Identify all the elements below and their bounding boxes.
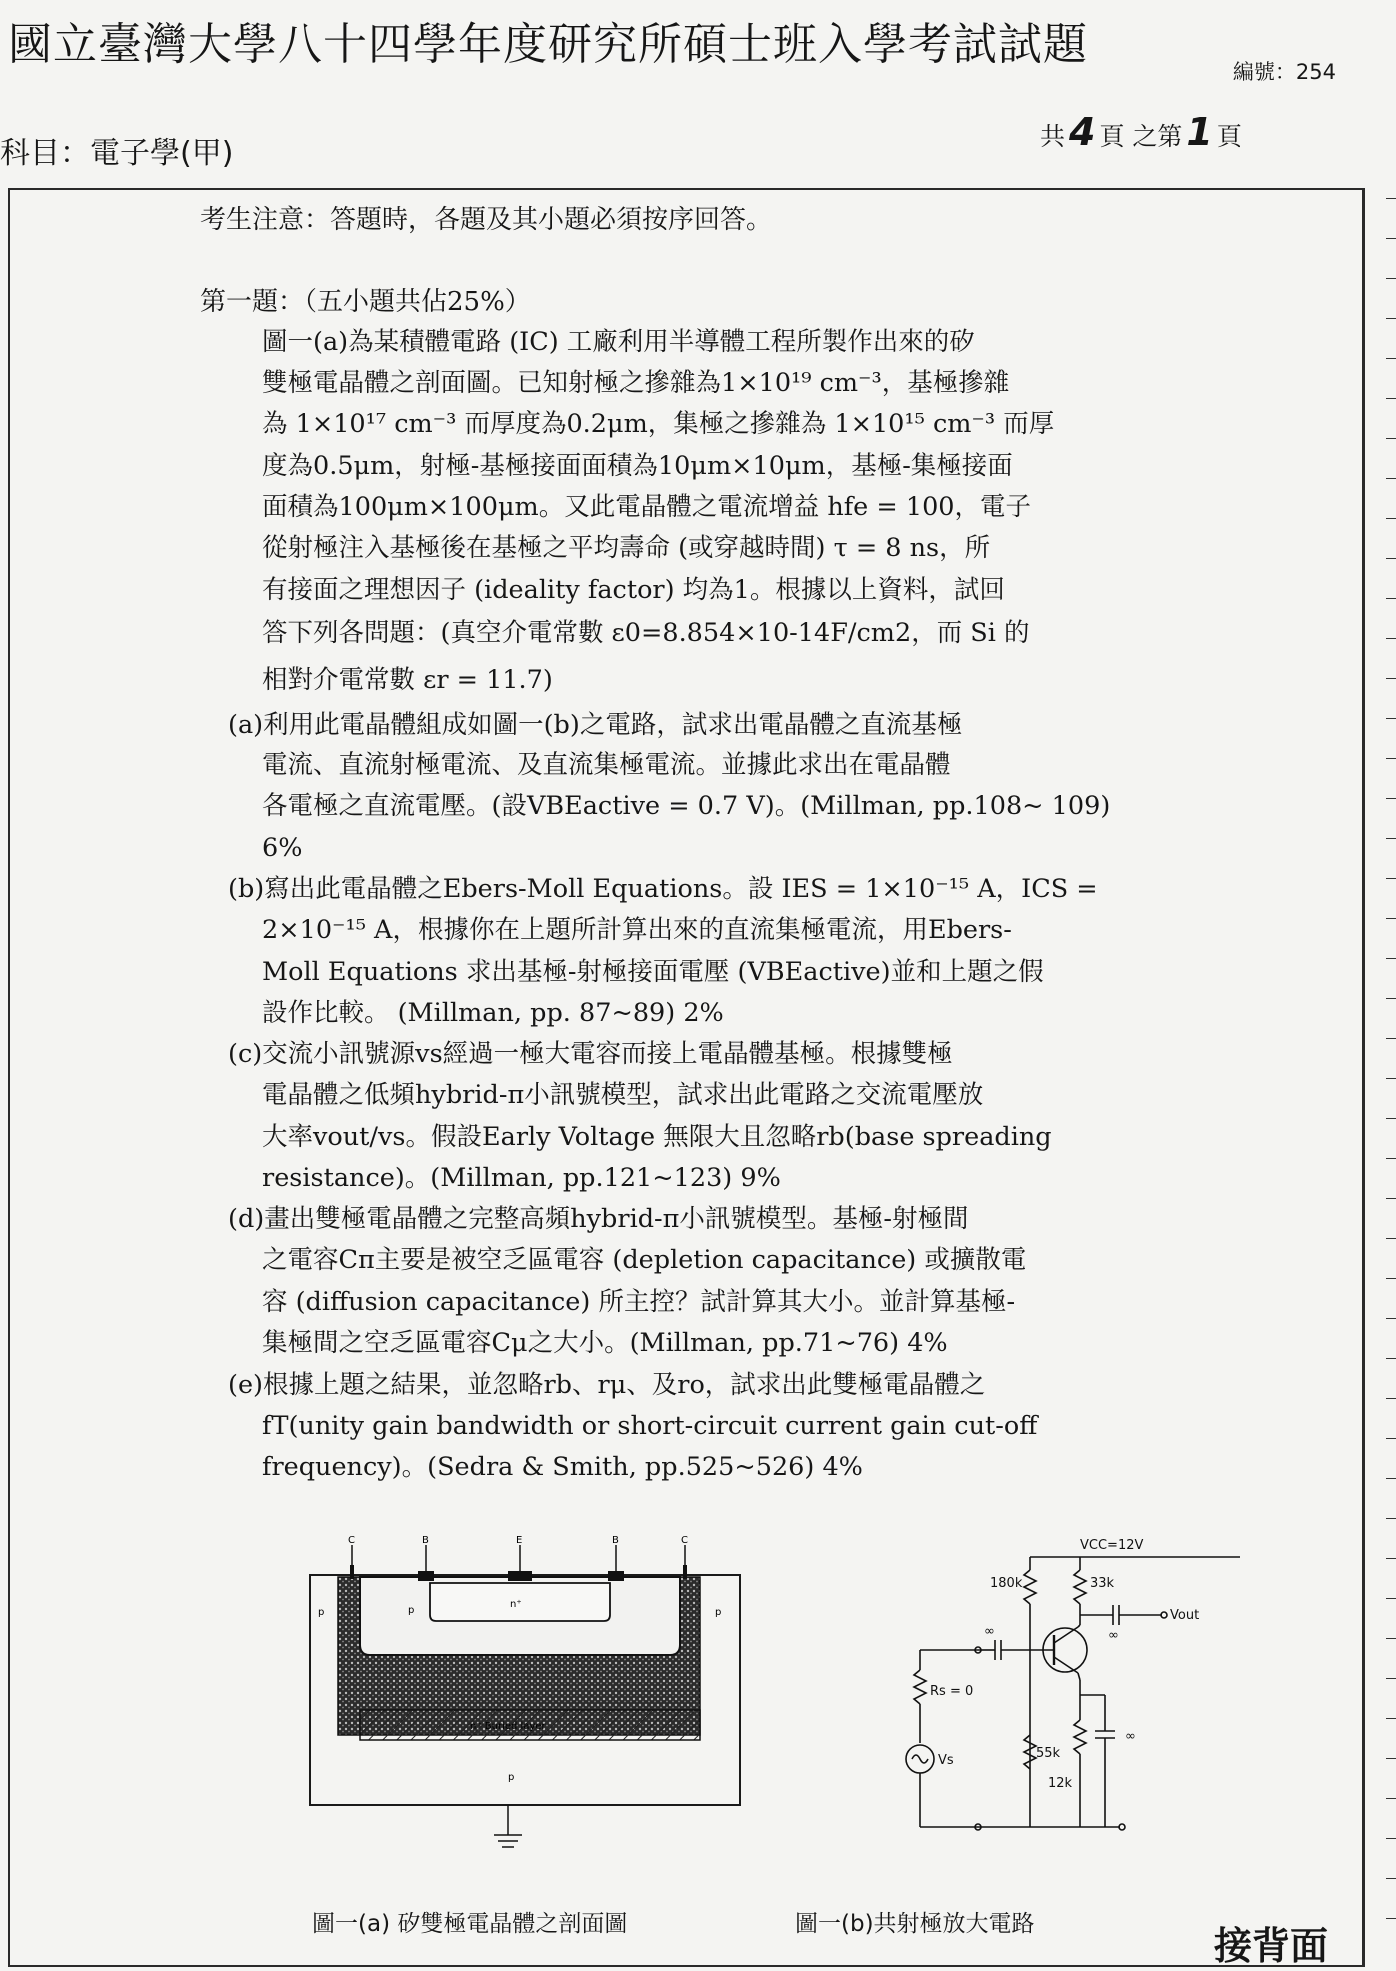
r2-label: 55k <box>1036 1746 1061 1761</box>
part-d-line: 之電容Cπ主要是被空乏區電容 (depletion capacitance) 或擴散電 <box>262 1245 1027 1275</box>
margin-tick <box>1386 1518 1396 1519</box>
terminal-label: B <box>422 1535 429 1546</box>
margin-tick <box>1386 918 1396 919</box>
transistor-cross-section <box>310 1535 740 1847</box>
vout-label: Vout <box>1170 1608 1200 1623</box>
part-e-line: frequency)。(Sedra & Smith, pp.525~526) 4% <box>262 1452 863 1482</box>
terminal-label: B <box>612 1535 619 1546</box>
terminal-label: C <box>681 1535 688 1546</box>
region-label: p <box>508 1772 515 1783</box>
part-a-line: 各電極之直流電壓。(設VBEactive = 0.7 V)。(Millman, pp.108~ 109) <box>262 791 1111 821</box>
margin-tick <box>1386 1758 1396 1759</box>
margin-tick <box>1386 1158 1396 1159</box>
margin-tick <box>1386 998 1396 999</box>
margin-tick <box>1386 1478 1396 1479</box>
intro-line: 面積為100μm×100μm。又此電晶體之電流增益 hfe = 100，電子 <box>262 492 1032 522</box>
margin-tick <box>1386 1358 1396 1359</box>
margin-tick <box>1386 638 1396 639</box>
margin-tick <box>1386 438 1396 439</box>
intro-line: 圖一(a)為某積體電路 (IC) 工廠利用半導體工程所製作出來的矽 <box>262 327 975 357</box>
margin-tick <box>1386 1838 1396 1839</box>
margin-tick <box>1386 1598 1396 1599</box>
margin-tick <box>1386 518 1396 519</box>
part-d-line: 集極間之空乏區電容Cμ之大小。(Millman, pp.71~76) 4% <box>262 1328 948 1358</box>
margin-tick <box>1386 1918 1396 1919</box>
exam-title: 國立臺灣大學八十四學年度研究所碩士班入學考試試題 <box>8 19 1088 70</box>
margin-tick <box>1386 598 1396 599</box>
margin-tick <box>1386 1078 1396 1079</box>
figure-a-caption: 圖一(a) 矽雙極電晶體之剖面圖 <box>312 1911 628 1937</box>
margin-tick <box>1386 1038 1396 1039</box>
subject: 科目：電子學(甲) <box>0 136 234 171</box>
page-total-prefix: 共 <box>1040 122 1066 151</box>
page-total-suffix: 頁 之第 <box>1099 122 1183 151</box>
part-d-line: 容 (diffusion capacitance) 所主控？試計算其大小。並計算基極- <box>262 1287 1016 1317</box>
margin-tick <box>1386 278 1396 279</box>
figure-b-caption: 圖一(b)共射極放大電路 <box>795 1911 1035 1937</box>
margin-tick <box>1386 1278 1396 1279</box>
intro-line: 有接面之理想因子 (ideality factor) 均為1。根據以上資料，試回 <box>262 575 1005 605</box>
margin-tick <box>1386 398 1396 399</box>
region-label: n⁺ <box>510 1599 522 1610</box>
serial-number: 編號：254 <box>1232 60 1336 84</box>
margin-tick <box>1386 1438 1396 1439</box>
rs-label: Rs = 0 <box>930 1684 974 1699</box>
r1-label: 180k <box>990 1576 1023 1591</box>
terminal-label: E <box>516 1535 523 1546</box>
figure-area <box>290 1535 1330 1895</box>
margin-tick <box>1386 1318 1396 1319</box>
intro-line: 答下列各問題：(真空介電常數 ε0=8.854×10-14F/cm2，而 Si 的 <box>262 618 1030 648</box>
margin-tick <box>1386 1878 1396 1879</box>
part-b-line: 2×10⁻¹⁵ A，根據你在上題所計算出來的直流集極電流，用Ebers- <box>262 915 1012 945</box>
page-current: 1 <box>1186 110 1213 154</box>
part-e-line: fT(unity gain bandwidth or short-circuit current gain cut-off <box>262 1411 1038 1441</box>
margin-tick <box>1386 1798 1396 1799</box>
margin-tick <box>1386 478 1396 479</box>
margin-tick <box>1386 758 1396 759</box>
intro-line: 為 1×10¹⁷ cm⁻³ 而厚度為0.2μm，集極之摻雜為 1×10¹⁵ cm⁻³ 而厚 <box>262 409 1055 439</box>
exam-notice: 考生注意：答題時，各題及其小題必須按序回答。 <box>200 205 773 235</box>
region-label: p <box>318 1607 325 1618</box>
vcc-label: VCC=12V <box>1080 1538 1144 1553</box>
part-c-line: resistance)。(Millman, pp.121~123) 9% <box>262 1163 781 1193</box>
margin-tick <box>1386 1398 1396 1399</box>
margin-tick <box>1386 798 1396 799</box>
vs-label: Vs <box>938 1753 954 1768</box>
margin-tick <box>1386 1638 1396 1639</box>
region-label: n⁺ Buried layer <box>470 1721 546 1732</box>
margin-tick <box>1386 958 1396 959</box>
page-info <box>1040 110 1242 154</box>
part-c-line: (c)交流小訊號源vs經過一極大電容而接上電晶體基極。根據雙極 <box>228 1039 953 1069</box>
margin-tick <box>1386 838 1396 839</box>
cap-inf-label: ∞ <box>984 1624 995 1639</box>
margin-tick <box>1386 678 1396 679</box>
rc-label: 33k <box>1090 1576 1115 1591</box>
part-d-line: (d)畫出雙極電晶體之完整高頻hybrid-π小訊號模型。基極-射極間 <box>228 1204 969 1234</box>
margin-tick <box>1386 1558 1396 1559</box>
cap-inf-label: ∞ <box>1108 1628 1119 1643</box>
part-c-line: 電晶體之低頻hybrid-π小訊號模型，試求出此電路之交流電壓放 <box>262 1080 984 1110</box>
question-heading: 第一題：（五小題共佔25%） <box>200 287 531 317</box>
margin-tick <box>1386 718 1396 719</box>
margin-tick <box>1386 1678 1396 1679</box>
part-a-line: 6% <box>262 833 303 863</box>
part-b-line: 設作比較。 (Millman, pp. 87~89) 2% <box>262 998 724 1028</box>
margin-tick <box>1386 358 1396 359</box>
margin-tick <box>1386 1118 1396 1119</box>
intro-line: 從射極注入基極後在基極之平均壽命 (或穿越時間) τ = 8 ns，所 <box>262 533 991 563</box>
region-label: p <box>715 1607 722 1618</box>
margin-tick <box>1386 238 1396 239</box>
margin-ticks <box>1386 190 1396 1970</box>
margin-tick <box>1386 198 1396 199</box>
part-b-line: Moll Equations 求出基極-射極接面電壓 (VBEactive)並和上題之假 <box>262 957 1044 987</box>
cap-inf-label: ∞ <box>1125 1729 1136 1744</box>
margin-tick <box>1386 1198 1396 1199</box>
part-b-line: (b)寫出此電晶體之Ebers-Moll Equations。設 IES = 1×10⁻¹⁵ A，ICS = <box>228 874 1098 904</box>
margin-tick <box>1386 1718 1396 1719</box>
part-c-line: 大率vout/vs。假設Early Voltage 無限大且忽略rb(base spreading <box>262 1122 1052 1152</box>
part-e-line: (e)根據上題之結果，並忽略rb、rμ、及ro，試求出此雙極電晶體之 <box>228 1370 986 1400</box>
margin-tick <box>1386 558 1396 559</box>
margin-tick <box>1386 318 1396 319</box>
margin-tick <box>1386 878 1396 879</box>
page-current-suffix: 頁 <box>1216 122 1242 151</box>
page-total: 4 <box>1069 110 1096 154</box>
intro-line: 雙極電晶體之剖面圖。已知射極之摻雜為1×10¹⁹ cm⁻³，基極摻雜 <box>262 368 1010 398</box>
margin-tick <box>1386 1238 1396 1239</box>
intro-line: 度為0.5μm，射極-基極接面面積為10μm×10μm，基極-集極接面 <box>262 451 1013 481</box>
continue-note: 接背面 <box>1214 1923 1329 1968</box>
re-label: 12k <box>1048 1776 1073 1791</box>
part-a-line: 電流、直流射極電流、及直流集極電流。並據此求出在電晶體 <box>262 750 951 780</box>
part-a-line: (a)利用此電晶體組成如圖一(b)之電路，試求出電晶體之直流基極 <box>228 710 963 740</box>
terminal-label: C <box>348 1535 355 1546</box>
region-label: p <box>408 1605 415 1616</box>
intro-line: 相對介電常數 εr = 11.7) <box>262 665 553 695</box>
